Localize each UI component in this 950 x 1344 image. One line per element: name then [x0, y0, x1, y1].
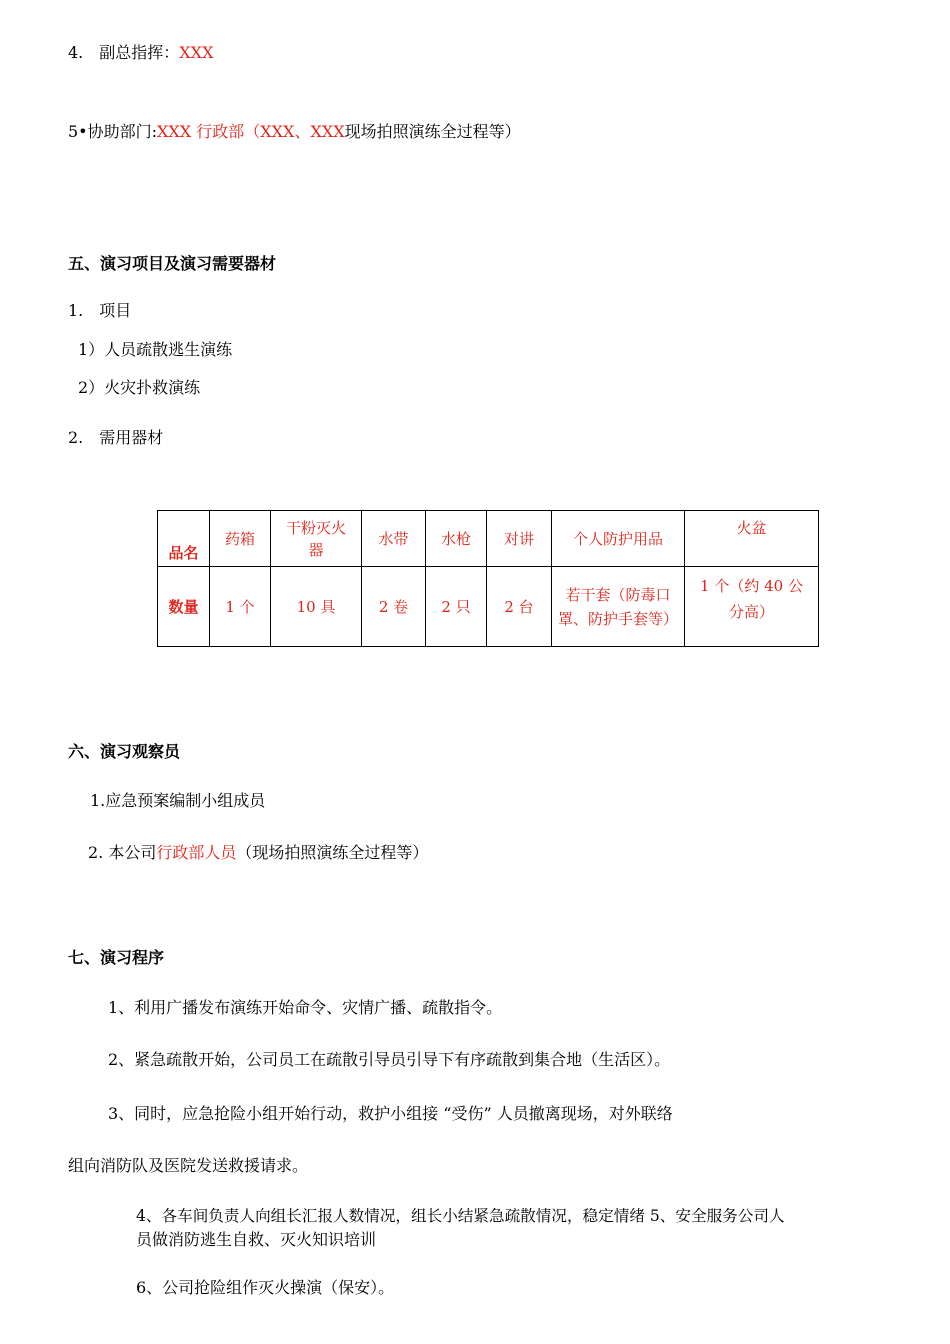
table-cell: 2 台 [487, 567, 552, 647]
section5-item1: 1. 项目 [68, 301, 132, 320]
deputy-commander-line [68, 41, 213, 65]
section6-item2-suffix: （现场拍照演练全过程等） [236, 843, 429, 862]
table-cell: 个人防护用品 [552, 511, 685, 567]
table-row-name [158, 511, 819, 567]
table-cell: 对讲 [487, 511, 552, 567]
section7-p4a: 4、各车间负责人向组长汇报人数情况，组长小结紧急疏散情况，稳定情绪 5、安全服务公司人 [136, 1207, 785, 1225]
assist-dept-line [68, 120, 521, 144]
table-cell: 10 具 [271, 567, 362, 647]
table-cell: 1 个 [210, 567, 271, 647]
section5-sub2: 2）火灾扑救演练 [78, 378, 201, 397]
section6-item2-prefix: 2. 本公司 [88, 843, 157, 862]
section7-p3a: 3、同时，应急抢险小组开始行动，救护小组接 “受伤” 人员撤离现场，对外联络 [108, 1104, 673, 1123]
section5-heading: 五、演习项目及演习需要器材 [68, 254, 277, 273]
section6-heading: 六、演习观察员 [68, 742, 181, 761]
section6-item1: 1.应急预案编制小组成员 [90, 791, 266, 810]
table-cell: 水枪 [426, 511, 487, 567]
section7-p1: 1、利用广播发布演练开始命令、灾情广播、疏散指令。 [108, 998, 503, 1017]
section7-p4b: 员做消防逃生自救、灭火知识培训 [136, 1230, 377, 1249]
section6-item2-red: 行政部人员 [156, 843, 237, 862]
table-cell: 1 个（约 40 公分高） [685, 567, 819, 647]
table-cell: 火盆 [685, 511, 819, 567]
section7-p3b: 组向消防队及医院发送救援请求。 [68, 1156, 309, 1175]
table-cell: 水带 [362, 511, 426, 567]
assist-dept-value: XXX 行政部（XXX、XXX [157, 122, 345, 141]
section7-p6: 6、公司抢险组作灭火操演（保安）。 [136, 1278, 395, 1297]
table-cell: 药箱 [210, 511, 271, 567]
section5-sub1: 1）人员疏散逃生演练 [78, 340, 233, 359]
table-cell: 2 只 [426, 567, 487, 647]
section7-p2: 2、紧急疏散开始，公司员工在疏散引导员引导下有序疏散到集合地（生活区）。 [108, 1050, 671, 1069]
section6-item2 [88, 841, 428, 865]
section5-item2: 2. 需用器材 [68, 428, 164, 447]
equipment-table [157, 510, 819, 647]
section7-heading: 七、演习程序 [68, 948, 165, 967]
assist-dept-label: 5•协助部门: [68, 122, 158, 141]
table-cell: 干粉灭火器 [271, 511, 362, 567]
table-label-name: 品名 [158, 511, 210, 567]
table-row-quantity [158, 567, 819, 647]
deputy-commander-value: XXX [179, 43, 214, 62]
table-label-quantity: 数量 [158, 567, 210, 647]
table-cell: 若干套（防毒口罩、防护手套等） [552, 567, 685, 647]
assist-dept-suffix: 现场拍照演练全过程等） [344, 122, 521, 141]
table-cell: 2 卷 [362, 567, 426, 647]
deputy-commander-label: 4. 副总指挥： [68, 43, 180, 62]
